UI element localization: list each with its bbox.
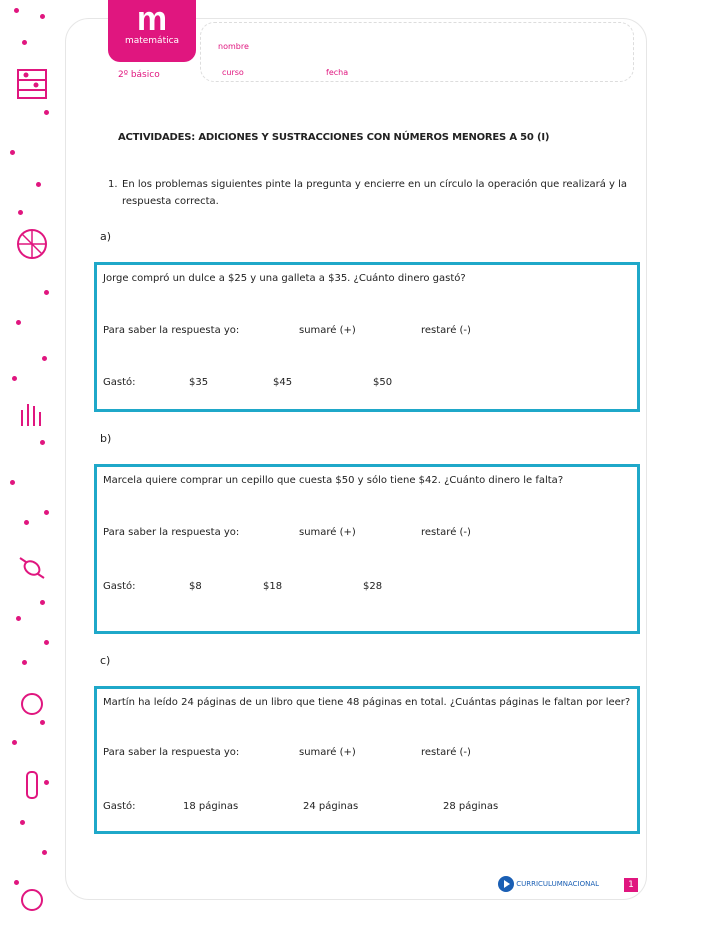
- orange-slice-icon: [14, 226, 50, 262]
- option-add[interactable]: sumaré (+): [299, 527, 356, 538]
- hand-icon: [14, 396, 50, 432]
- date-field-label: fecha: [326, 68, 349, 77]
- problem-b-box: [94, 464, 640, 634]
- problem-a-label: a): [100, 230, 112, 243]
- footer-brand: [498, 876, 599, 892]
- option-add[interactable]: sumaré (+): [299, 747, 356, 758]
- instruction: [108, 176, 638, 210]
- operation-prompt: Para saber la respuesta yo:: [103, 527, 240, 538]
- option-add[interactable]: sumaré (+): [299, 325, 356, 336]
- worksheet-title: ACTIVIDADES: ADICIONES Y SUSTRACCIONES CON NÚMEROS MENORES A 50 (I): [118, 132, 550, 143]
- problem-b-question: Marcela quiere comprar un cepillo que cuesta $50 y sólo tiene $42. ¿Cuánto dinero le falta?: [103, 475, 564, 486]
- student-info-box: [200, 22, 634, 82]
- answer-option-2[interactable]: $18: [263, 581, 283, 592]
- answer-option-3[interactable]: 28 páginas: [443, 801, 499, 812]
- answer-option-3[interactable]: $28: [363, 581, 383, 592]
- option-subtract[interactable]: restaré (-): [421, 527, 471, 538]
- answer-prompt: Gastó:: [103, 581, 136, 592]
- page-number: 1: [624, 878, 638, 892]
- problem-c-label: c): [100, 654, 111, 667]
- instruction-text: En los problemas siguientes pinte la pregunta y encierre en un círculo la operación que realizará y la respuesta correcta.: [122, 179, 628, 207]
- decorative-margin: [0, 0, 70, 933]
- apple-icon: [14, 880, 50, 916]
- answer-option-1[interactable]: $8: [189, 581, 202, 592]
- subject-logo: [108, 0, 196, 62]
- footer-brand-text: CURRICULUMNACIONAL: [516, 880, 600, 888]
- problem-c-box: [94, 686, 640, 834]
- name-field-label: nombre: [218, 42, 249, 51]
- problem-b-label: b): [100, 432, 112, 445]
- answer-option-1[interactable]: $35: [189, 377, 209, 388]
- bottle-icon: [14, 766, 50, 802]
- cookie-icon: [14, 686, 50, 722]
- logo-word: matemática: [124, 36, 180, 46]
- answer-prompt: Gastó:: [103, 377, 136, 388]
- course-field-label: curso: [222, 68, 244, 77]
- grade-label: 2º básico: [118, 70, 160, 80]
- operation-prompt: Para saber la respuesta yo:: [103, 747, 240, 758]
- answer-option-2[interactable]: $45: [273, 377, 293, 388]
- problem-a-question: Jorge compró un dulce a $25 y una galleta a $35. ¿Cuánto dinero gastó?: [103, 273, 466, 284]
- answer-option-1[interactable]: 18 páginas: [183, 801, 239, 812]
- problem-c-question: Martín ha leído 24 páginas de un libro que tiene 48 páginas en total. ¿Cuántas páginas le faltan por leer?: [103, 697, 631, 708]
- logo-letter: m: [136, 0, 168, 38]
- option-subtract[interactable]: restaré (-): [421, 325, 471, 336]
- instruction-number: 1.: [108, 179, 118, 190]
- candy-icon: [14, 550, 50, 586]
- answer-prompt: Gastó:: [103, 801, 136, 812]
- abacus-icon: [14, 66, 50, 102]
- operation-prompt: Para saber la respuesta yo:: [103, 325, 240, 336]
- problem-a-box: [94, 262, 640, 412]
- answer-option-2[interactable]: 24 páginas: [303, 801, 359, 812]
- option-subtract[interactable]: restaré (-): [421, 747, 471, 758]
- play-icon: [498, 876, 514, 892]
- answer-option-3[interactable]: $50: [373, 377, 393, 388]
